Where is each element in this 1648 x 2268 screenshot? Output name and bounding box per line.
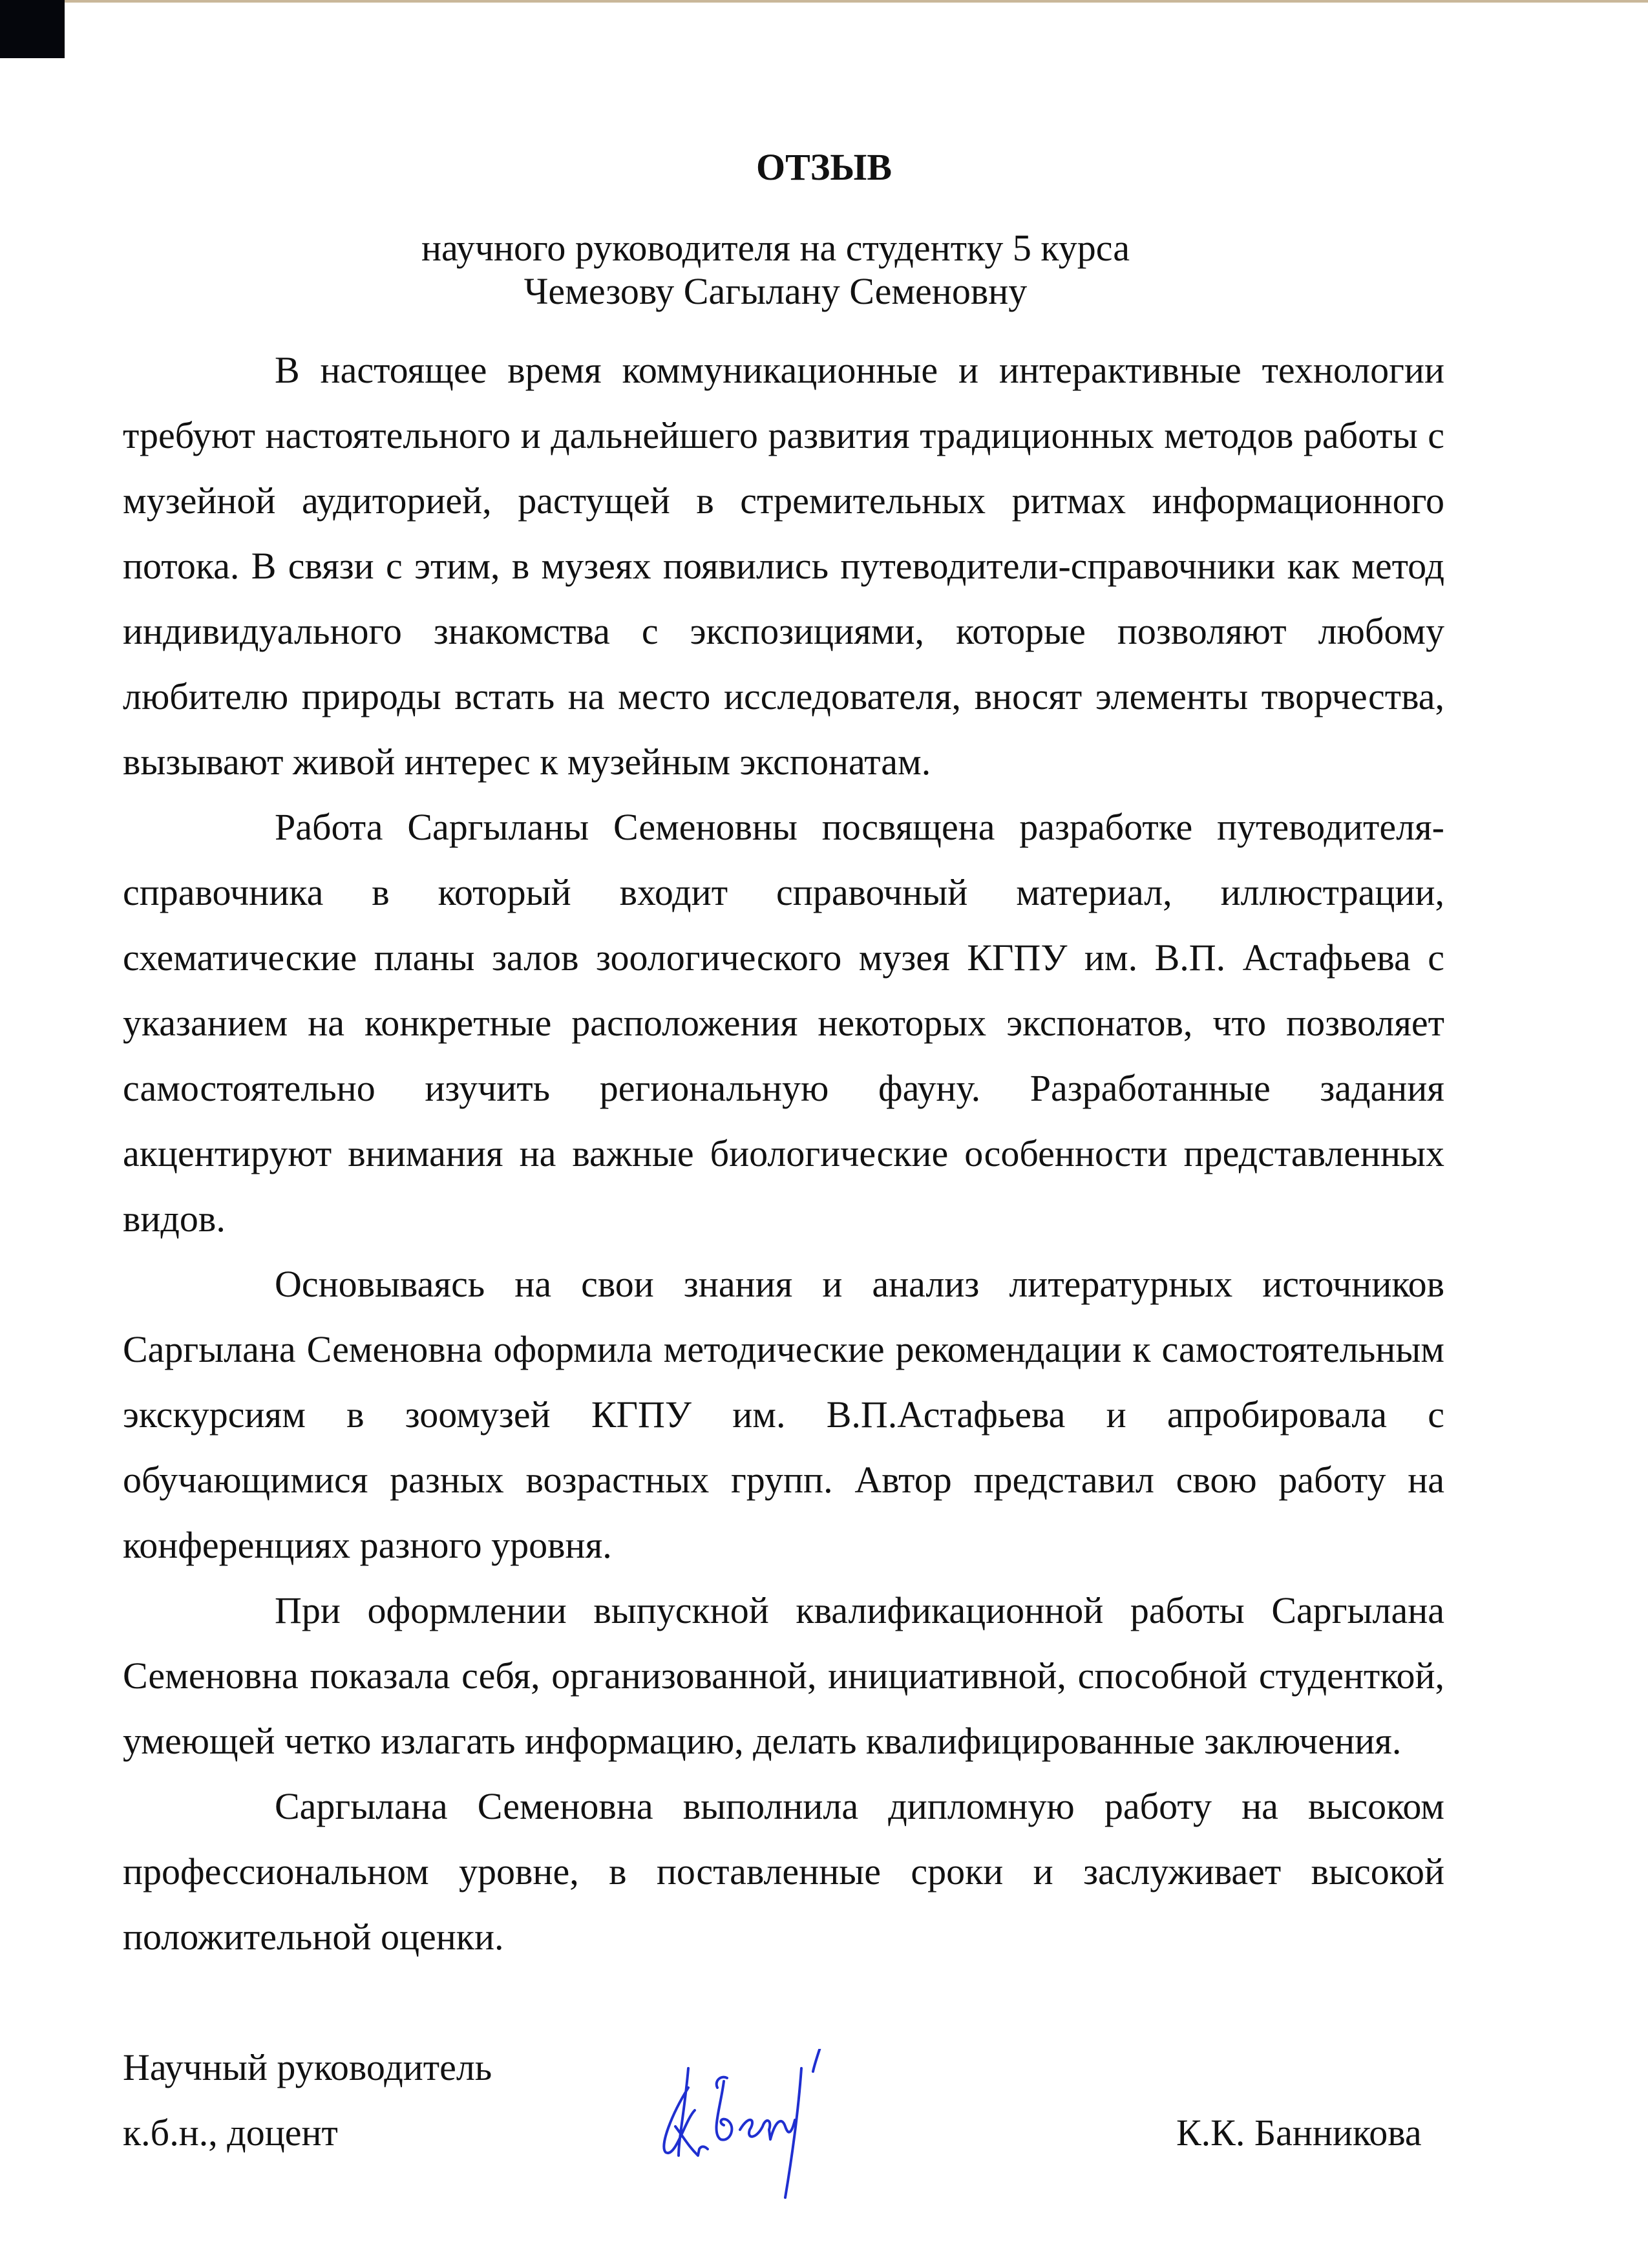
signer-role: Научный руководитель	[123, 2046, 492, 2088]
document-title: ОТЗЫВ	[755, 146, 893, 188]
document-subtitle	[0, 226, 1551, 313]
paragraph: Саргылана Семеновна выполнила дипломную работу на высоком профессиональном уровне, в поставленные сроки и заслуживает высокой положительной оценки.	[123, 1785, 1444, 1958]
handwritten-signature	[659, 2049, 1021, 2217]
review-body	[123, 337, 1444, 1969]
scan-corner-mark	[0, 0, 65, 58]
signer-name: К.К. Банникова	[1176, 2112, 1422, 2154]
paragraph: В настоящее время коммуникационные и интерактивные технологии требуют настоятельного и дальнейшего развития традиционных методов работы с музейной аудиторией, растущей в стремительных ритмах информационного потока. В связи с этим, в музеях появились путеводители-справочники как метод индивидуального знакомства с экспозициями, которые позволяют любому любителю природы встать на место исследователя, вносят элементы творчества, вызывают живой интерес к музейным экспонатам.	[123, 349, 1444, 783]
paragraph: При оформлении выпускной квалификационной работы Саргылана Семеновна показала себя, организованной, инициативной, способной студенткой, умеющей четко излагать информацию, делать квалифицированные заключения.	[123, 1589, 1444, 1762]
paragraph: Основываясь на свои знания и анализ литературных источников Саргылана Семеновна оформила методические рекомендации к самостоятельным экскурсиям в зоомузей КГПУ им. В.П.Астафьева и апробировала с обучающимися разных возрастных групп. Автор представил свою работу на конференциях разного уровня.	[123, 1263, 1444, 1566]
subtitle-line-1: научного руководителя на студентку 5 курса	[421, 227, 1130, 269]
signer-degree: к.б.н., доцент	[123, 2112, 338, 2154]
subtitle-line-2: Чемезову Сагылану Семеновну	[523, 270, 1028, 312]
paragraph: Работа Саргыланы Семеновны посвящена разработке путеводителя-справочника в который входит справочный материал, иллюстрации, схематические планы залов зоологического музея КГПУ им. В.П. Астафьева с указанием на конкретные расположения некоторых экспонатов, что позволяет самостоятельно изучить региональную фауну. Разработанные задания акцентируют внимания на важные биологические особенности представленных видов.	[123, 806, 1444, 1240]
scan-edge	[65, 0, 1648, 3]
